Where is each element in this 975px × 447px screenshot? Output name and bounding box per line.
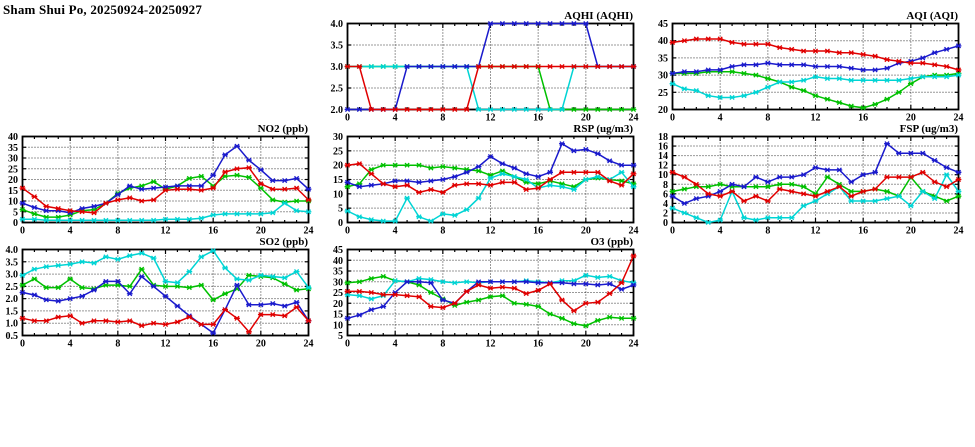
svg-text:2: 2	[663, 208, 668, 220]
svg-text:15: 15	[333, 309, 343, 321]
svg-text:0: 0	[20, 338, 25, 350]
svg-text:24: 24	[303, 338, 314, 350]
chart-no2	[0, 123, 320, 236]
svg-text:0: 0	[345, 338, 350, 350]
svg-text:8: 8	[115, 338, 121, 350]
svg-text:40: 40	[333, 255, 343, 267]
svg-text:10: 10	[333, 189, 343, 201]
svg-text:20: 20	[905, 225, 916, 237]
svg-text:5: 5	[338, 331, 343, 342]
fsp-plot-svg	[650, 132, 970, 237]
svg-text:4.0: 4.0	[5, 245, 18, 256]
chart-title-fsp: FSP (ug/m3)	[899, 123, 958, 135]
svg-text:25: 25	[658, 87, 668, 99]
chart-fsp	[650, 123, 970, 236]
svg-text:10: 10	[333, 320, 343, 332]
rsp-plot-svg	[325, 132, 645, 237]
chart-title-aqi: AQI (AQI)	[906, 10, 958, 22]
svg-text:45: 45	[333, 245, 343, 256]
svg-text:20: 20	[333, 160, 343, 172]
svg-text:4: 4	[717, 112, 723, 124]
svg-text:16: 16	[533, 225, 544, 237]
svg-text:4.0: 4.0	[330, 19, 343, 30]
svg-text:2.5: 2.5	[330, 83, 343, 95]
no2-plot-svg	[0, 132, 320, 237]
svg-text:12: 12	[810, 225, 821, 237]
svg-text:0: 0	[13, 218, 18, 229]
svg-text:3.5: 3.5	[5, 257, 18, 269]
svg-text:0: 0	[670, 225, 675, 237]
svg-text:20: 20	[8, 175, 18, 186]
chart-title-rsp: RSP (ug/m3)	[573, 123, 633, 135]
o3-plot-svg	[325, 245, 645, 350]
so2-plot-svg	[0, 245, 320, 350]
svg-text:40: 40	[658, 36, 668, 48]
chart-so2	[0, 236, 320, 349]
svg-text:24: 24	[953, 225, 964, 237]
svg-text:5: 5	[13, 207, 18, 219]
svg-text:16: 16	[208, 225, 219, 237]
page-title: Sham Shui Po, 20250924-20250927	[3, 2, 203, 17]
svg-text:20: 20	[580, 338, 591, 350]
svg-text:25: 25	[333, 288, 343, 299]
svg-text:35: 35	[8, 142, 18, 154]
svg-text:3.0: 3.0	[330, 62, 343, 73]
svg-text:0: 0	[663, 218, 668, 229]
svg-text:30: 30	[8, 153, 18, 165]
svg-text:4: 4	[392, 225, 398, 237]
aqi-plot-svg	[650, 19, 970, 124]
svg-text:2.5: 2.5	[5, 281, 18, 293]
svg-text:8: 8	[765, 225, 771, 237]
chart-aqi	[650, 10, 970, 123]
svg-text:12: 12	[160, 225, 171, 237]
svg-text:20: 20	[580, 225, 591, 237]
svg-text:35: 35	[658, 53, 668, 65]
svg-text:6: 6	[663, 189, 668, 201]
svg-text:4: 4	[663, 198, 668, 210]
svg-text:16: 16	[533, 338, 544, 350]
svg-text:8: 8	[765, 112, 771, 124]
svg-text:30: 30	[333, 132, 343, 143]
svg-text:8: 8	[440, 338, 446, 350]
svg-text:25: 25	[8, 164, 18, 176]
svg-text:0: 0	[345, 112, 350, 124]
svg-text:4: 4	[67, 338, 73, 350]
svg-text:14: 14	[658, 151, 668, 163]
svg-text:2.0: 2.0	[5, 294, 18, 306]
svg-text:45: 45	[658, 19, 668, 30]
svg-text:5: 5	[338, 203, 343, 215]
svg-text:20: 20	[658, 105, 668, 116]
svg-text:16: 16	[533, 112, 544, 124]
svg-text:24: 24	[628, 112, 639, 124]
svg-text:2.0: 2.0	[330, 105, 343, 116]
svg-text:10: 10	[8, 196, 18, 208]
svg-text:0: 0	[338, 218, 343, 229]
svg-text:24: 24	[303, 225, 314, 237]
svg-text:18: 18	[658, 132, 668, 143]
svg-text:8: 8	[440, 112, 446, 124]
svg-text:12: 12	[658, 160, 668, 172]
svg-text:24: 24	[628, 338, 639, 350]
svg-text:1.5: 1.5	[5, 306, 18, 318]
svg-text:12: 12	[485, 225, 496, 237]
svg-text:12: 12	[160, 338, 171, 350]
svg-text:24: 24	[628, 225, 639, 237]
chart-rsp	[325, 123, 645, 236]
svg-text:0: 0	[345, 225, 350, 237]
svg-text:20: 20	[255, 338, 266, 350]
svg-text:15: 15	[333, 175, 343, 186]
svg-text:10: 10	[658, 170, 668, 182]
svg-text:16: 16	[208, 338, 219, 350]
svg-text:4: 4	[717, 225, 723, 237]
svg-text:12: 12	[485, 338, 496, 350]
svg-text:20: 20	[580, 112, 591, 124]
chart-aqhi	[325, 10, 645, 123]
chart-title-aqhi: AQHI (AQHI)	[564, 10, 633, 22]
svg-text:12: 12	[810, 112, 821, 124]
svg-text:40: 40	[8, 132, 18, 143]
svg-text:3.0: 3.0	[5, 269, 18, 281]
svg-text:16: 16	[658, 141, 668, 153]
chart-o3	[325, 236, 645, 349]
svg-text:16: 16	[858, 112, 869, 124]
svg-text:15: 15	[8, 185, 18, 197]
svg-text:4: 4	[67, 225, 73, 237]
svg-text:0: 0	[20, 225, 25, 237]
svg-text:0: 0	[670, 112, 675, 124]
svg-text:24: 24	[953, 112, 964, 124]
svg-text:25: 25	[333, 146, 343, 158]
svg-text:20: 20	[333, 298, 343, 310]
svg-text:4: 4	[392, 338, 398, 350]
svg-text:0.5: 0.5	[5, 331, 18, 342]
svg-text:20: 20	[905, 112, 916, 124]
svg-text:35: 35	[333, 266, 343, 278]
svg-text:4: 4	[392, 112, 398, 124]
svg-text:30: 30	[333, 277, 343, 289]
svg-text:3.5: 3.5	[330, 40, 343, 52]
chart-title-so2: SO2 (ppb)	[259, 236, 308, 248]
svg-text:20: 20	[255, 225, 266, 237]
chart-title-o3: O3 (ppb)	[590, 236, 633, 248]
svg-text:8: 8	[663, 179, 668, 191]
svg-text:30: 30	[658, 70, 668, 82]
svg-text:8: 8	[440, 225, 446, 237]
chart-title-no2: NO2 (ppb)	[257, 123, 308, 135]
svg-text:8: 8	[115, 225, 121, 237]
svg-text:1.0: 1.0	[5, 318, 18, 330]
svg-text:12: 12	[485, 112, 496, 124]
svg-text:16: 16	[858, 225, 869, 237]
aqhi-plot-svg	[325, 19, 645, 124]
